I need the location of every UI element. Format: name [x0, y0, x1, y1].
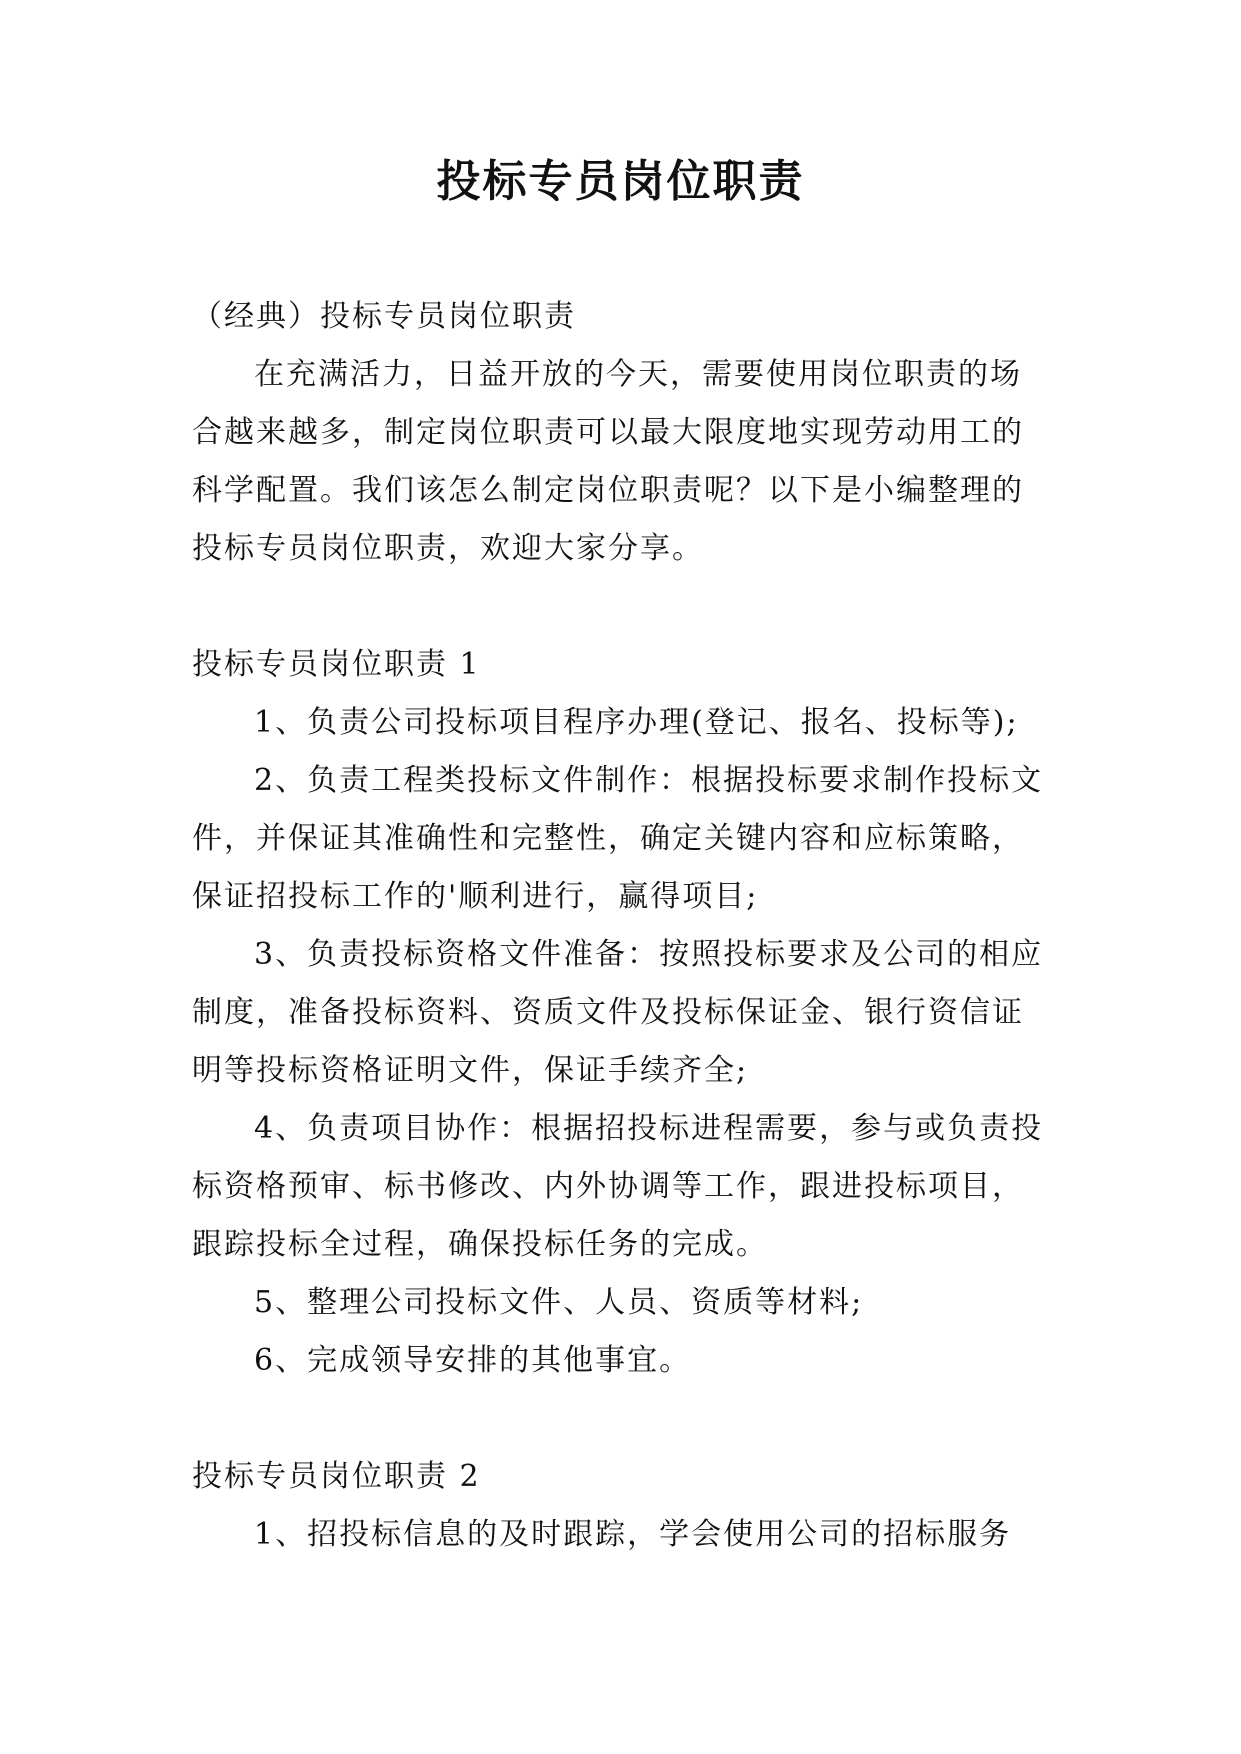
section-2-item-1: 1、招投标信息的及时跟踪，学会使用公司的招标服务 — [254, 1517, 1012, 1552]
section-1-item-1: 1、负责公司投标项目程序办理(登记、报名、投标等); — [254, 705, 1019, 740]
document-subtitle: （经典）投标专员岗位职责 — [192, 299, 576, 334]
intro-paragraph: 在充满活力，日益开放的今天，需要使用岗位职责的场合越来越多，制定岗位职责可以最大限度地实现劳动用工的科学配置。我们该怎么制定岗位职责呢？以下是小编整理的投标专员岗位职责，欢迎大家分享。 — [192, 357, 1024, 566]
section-1-item-5: 5、整理公司投标文件、人员、资质等材料; — [254, 1285, 864, 1320]
section-1-item-3: 3、负责投标资格文件准备：按照投标要求及公司的相应制度，准备投标资料、资质文件及投标保证金、银行资信证明等投标资格证明文件，保证手续齐全; — [192, 937, 1044, 1088]
section-1-item-4: 4、负责项目协作：根据招投标进程需要，参与或负责投标资格预审、标书修改、内外协调等工作，跟进投标项目，跟踪投标全过程，确保投标任务的完成。 — [192, 1111, 1044, 1262]
paragraph-gap — [192, 578, 1052, 636]
document-title: 投标专员岗位职责 — [436, 156, 805, 207]
section-1-item-6: 6、完成领导安排的其他事宜。 — [254, 1343, 692, 1378]
document-body — [192, 288, 1052, 1564]
section-1-heading: 投标专员岗位职责 1 — [192, 647, 481, 682]
section-2-heading: 投标专员岗位职责 2 — [192, 1459, 481, 1494]
section-1-item-2: 2、负责工程类投标文件制作：根据投标要求制作投标文件，并保证其准确性和完整性，确定关键内容和应标策略，保证招投标工作的'顺利进行，赢得项目; — [192, 763, 1044, 914]
paragraph-gap — [192, 1390, 1052, 1448]
